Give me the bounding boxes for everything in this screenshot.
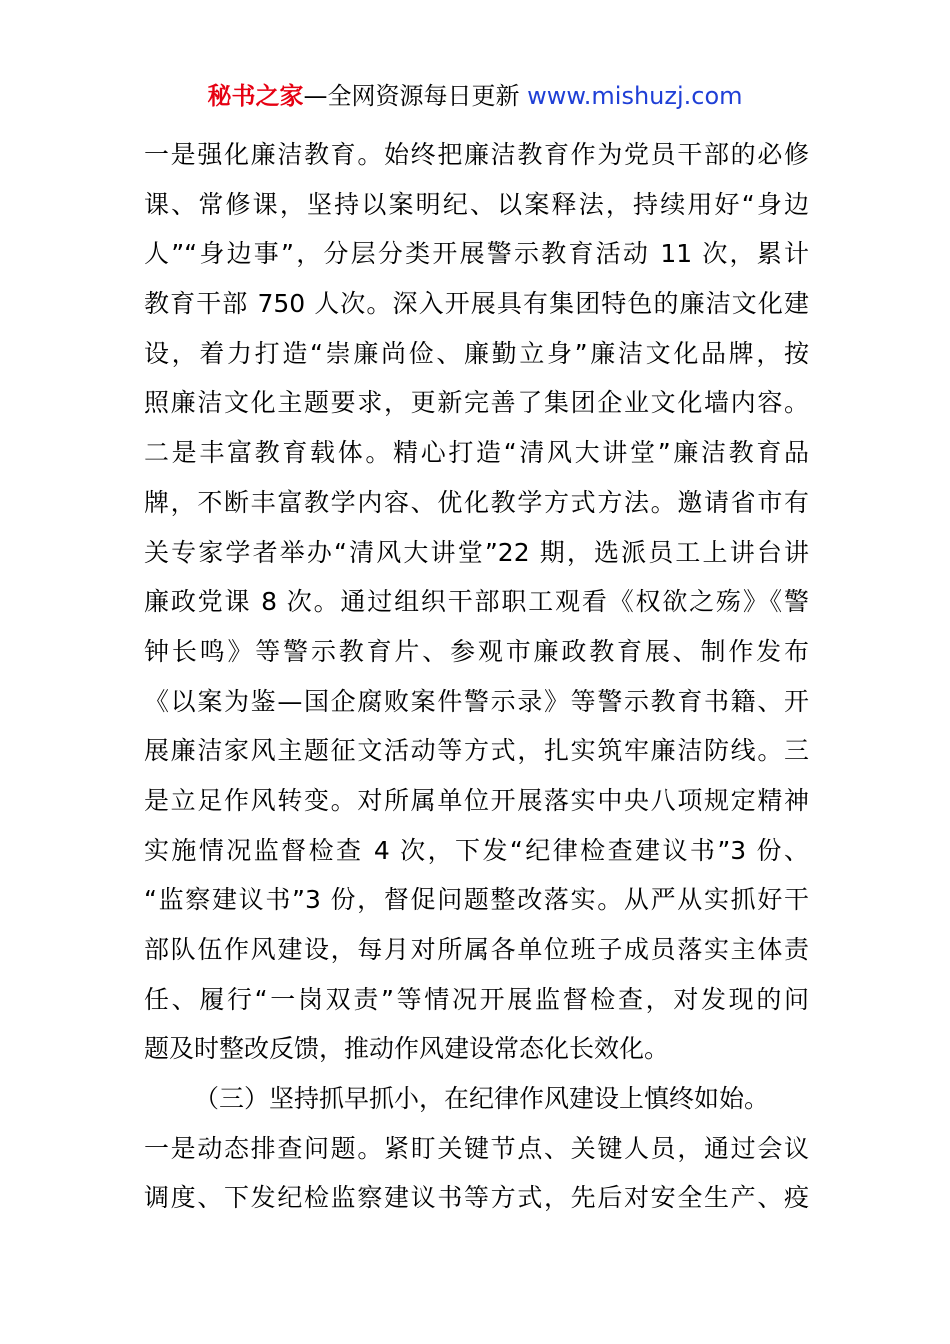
text-line: 廉政党课 8 次。通过组织干部职工观看《权欲之殇》《警 [144, 587, 809, 617]
text-line: 教育干部 750 人次。深入开展具有集团特色的廉洁文化建 [144, 289, 809, 319]
text-line: 是立足作风转变。对所属单位开展落实中央八项规定精神 [144, 785, 809, 815]
text-line: 关专家学者举办“清风大讲堂”22 期，选派员工上讲台讲 [144, 537, 809, 567]
text-line: 设，着力打造“崇廉尚俭、廉勤立身”廉洁文化品牌，按 [144, 338, 809, 368]
document-body [144, 130, 809, 1223]
section-heading: （三）坚持抓早抓小，在纪律作风建设上慎终如始。 [194, 1084, 770, 1114]
site-url-link[interactable]: www.mishuzj.com [527, 82, 743, 110]
text-line: 《以案为鉴—国企腐败案件警示录》等警示教育书籍、开 [144, 686, 809, 716]
text-line: 调度、下发纪检监察建议书等方式，先后对安全生产、疫 [144, 1183, 809, 1213]
text-line: “监察建议书”3 份，督促问题整改落实。从严从实抓好干 [144, 885, 809, 915]
header-tagline: —全网资源每日更新 [303, 82, 520, 110]
text-line: 一是动态排查问题。紧盯关键节点、关键人员，通过会议 [144, 1133, 809, 1163]
brand-name: 秘书之家 [207, 82, 304, 110]
text-line: 一是强化廉洁教育。始终把廉洁教育作为党员干部的必修 [144, 140, 809, 169]
text-line: 二是丰富教育载体。精心打造“清风大讲堂”廉洁教育品 [144, 438, 809, 468]
text-line: 任、履行“一岗双责”等情况开展监督检查，对发现的问 [144, 984, 809, 1014]
text-line: 人”“身边事”，分层分类开展警示教育活动 11 次，累计 [144, 239, 809, 269]
text-line: 实施情况监督检查 4 次，下发“纪律检查建议书”3 份、 [144, 835, 809, 865]
text-line: 课、常修课，坚持以案明纪、以案释法，持续用好“身边 [144, 189, 809, 219]
text-line: 照廉洁文化主题要求，更新完善了集团企业文化墙内容。 [144, 388, 809, 418]
text-line: 钟长鸣》等警示教育片、参观市廉政教育展、制作发布 [144, 636, 809, 666]
text-line: 展廉洁家风主题征文活动等方式，扎实筑牢廉洁防线。三 [144, 736, 809, 766]
site-header [0, 78, 950, 114]
text-line: 题及时整改反馈，推动作风建设常态化长效化。 [144, 1034, 670, 1064]
text-line: 牌，不断丰富教学内容、优化教学方式方法。邀请省市有 [144, 487, 809, 517]
text-line: 部队伍作风建设，每月对所属各单位班子成员落实主体责 [144, 935, 809, 964]
